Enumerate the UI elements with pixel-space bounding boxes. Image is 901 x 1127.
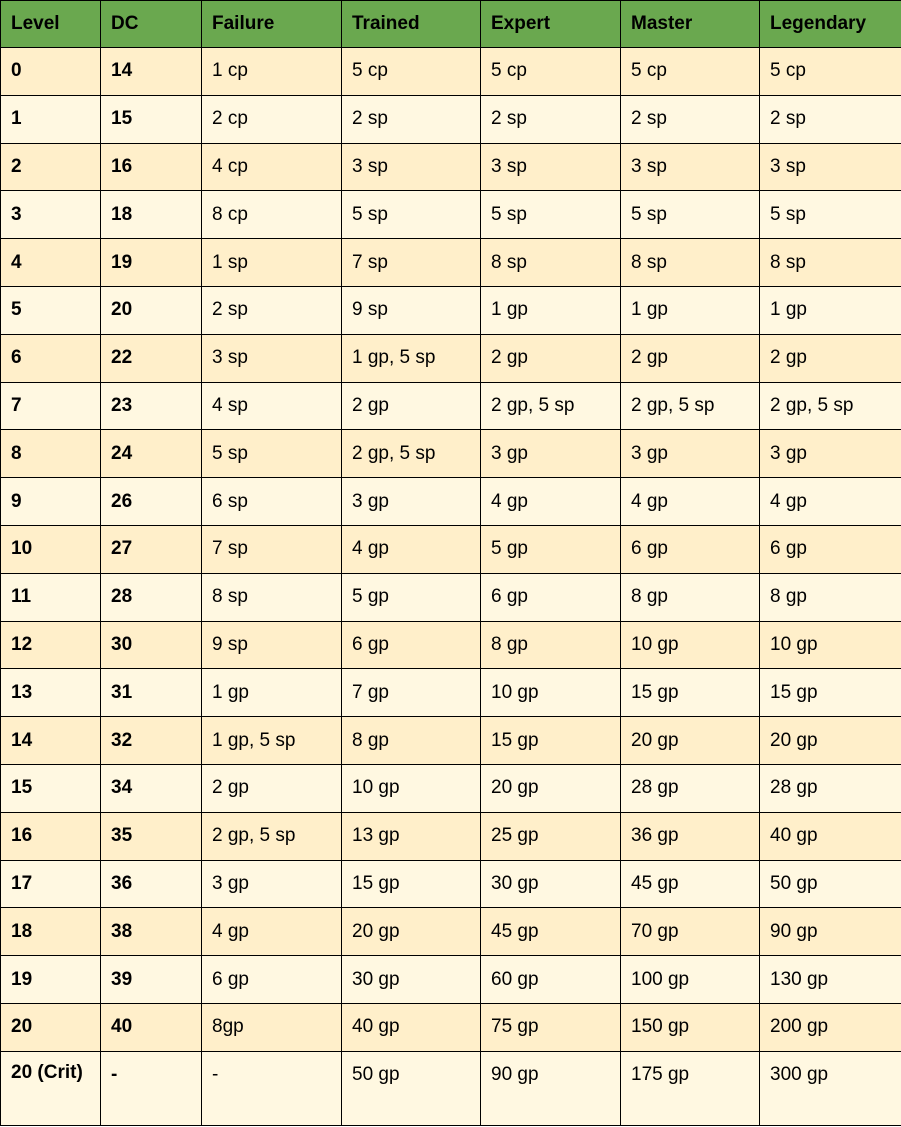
dc-cell: 27 [101, 525, 202, 573]
header-master: Master [621, 1, 760, 48]
failure-cell: 5 sp [202, 430, 342, 478]
level-cell: 13 [1, 669, 101, 717]
table-row [1, 717, 901, 765]
dc-cell: 28 [101, 573, 202, 621]
header-dc: DC [101, 1, 202, 48]
legendary-cell: 20 gp [760, 717, 901, 765]
dc-cell: 40 [101, 1003, 202, 1051]
level-cell: 8 [1, 430, 101, 478]
expert-cell: 45 gp [481, 908, 621, 956]
table-row [1, 908, 901, 956]
master-cell: 5 sp [621, 191, 760, 239]
failure-cell: 7 sp [202, 525, 342, 573]
expert-cell: 15 gp [481, 717, 621, 765]
trained-cell: 7 gp [342, 669, 481, 717]
master-cell: 2 gp [621, 334, 760, 382]
table-row [1, 143, 901, 191]
failure-cell: 9 sp [202, 621, 342, 669]
expert-cell: 1 gp [481, 286, 621, 334]
level-cell: 12 [1, 621, 101, 669]
legendary-cell: 28 gp [760, 764, 901, 812]
table-row [1, 956, 901, 1004]
dc-cell: - [101, 1051, 202, 1125]
level-cell: 2 [1, 143, 101, 191]
header-failure: Failure [202, 1, 342, 48]
expert-cell: 10 gp [481, 669, 621, 717]
expert-cell: 4 gp [481, 478, 621, 526]
header-trained: Trained [342, 1, 481, 48]
expert-cell: 2 gp, 5 sp [481, 382, 621, 430]
trained-cell: 5 cp [342, 48, 481, 96]
dc-cell: 24 [101, 430, 202, 478]
table-row [1, 621, 901, 669]
legendary-cell: 5 sp [760, 191, 901, 239]
dc-cell: 15 [101, 95, 202, 143]
failure-cell: 6 sp [202, 478, 342, 526]
level-cell: 19 [1, 956, 101, 1004]
level-cell: 6 [1, 334, 101, 382]
trained-cell: 20 gp [342, 908, 481, 956]
failure-cell: 3 gp [202, 860, 342, 908]
trained-cell: 30 gp [342, 956, 481, 1004]
level-cell: 20 (Crit) [1, 1051, 101, 1125]
legendary-cell: 300 gp [760, 1051, 901, 1125]
table-row [1, 95, 901, 143]
expert-cell: 8 gp [481, 621, 621, 669]
master-cell: 28 gp [621, 764, 760, 812]
level-cell: 14 [1, 717, 101, 765]
trained-cell: 5 gp [342, 573, 481, 621]
header-expert: Expert [481, 1, 621, 48]
failure-cell: 4 cp [202, 143, 342, 191]
expert-cell: 20 gp [481, 764, 621, 812]
trained-cell: 40 gp [342, 1003, 481, 1051]
trained-cell: 2 gp, 5 sp [342, 430, 481, 478]
master-cell: 175 gp [621, 1051, 760, 1125]
dc-cell: 14 [101, 48, 202, 96]
table-row [1, 191, 901, 239]
table-row [1, 764, 901, 812]
failure-cell: 2 gp, 5 sp [202, 812, 342, 860]
legendary-cell: 1 gp [760, 286, 901, 334]
master-cell: 3 gp [621, 430, 760, 478]
dc-cell: 26 [101, 478, 202, 526]
master-cell: 6 gp [621, 525, 760, 573]
legendary-cell: 15 gp [760, 669, 901, 717]
trained-cell: 1 gp, 5 sp [342, 334, 481, 382]
trained-cell: 3 gp [342, 478, 481, 526]
trained-cell: 4 gp [342, 525, 481, 573]
level-cell: 0 [1, 48, 101, 96]
expert-cell: 5 cp [481, 48, 621, 96]
table-row [1, 239, 901, 287]
expert-cell: 3 sp [481, 143, 621, 191]
legendary-cell: 50 gp [760, 860, 901, 908]
table-row [1, 334, 901, 382]
legendary-cell: 8 sp [760, 239, 901, 287]
level-cell: 1 [1, 95, 101, 143]
dc-cell: 32 [101, 717, 202, 765]
trained-cell: 7 sp [342, 239, 481, 287]
dc-cell: 18 [101, 191, 202, 239]
master-cell: 36 gp [621, 812, 760, 860]
trained-cell: 3 sp [342, 143, 481, 191]
failure-cell: 3 sp [202, 334, 342, 382]
dc-cell: 30 [101, 621, 202, 669]
level-cell: 9 [1, 478, 101, 526]
legendary-cell: 5 cp [760, 48, 901, 96]
table-row [1, 286, 901, 334]
expert-cell: 30 gp [481, 860, 621, 908]
failure-cell: 2 sp [202, 286, 342, 334]
expert-cell: 8 sp [481, 239, 621, 287]
legendary-cell: 200 gp [760, 1003, 901, 1051]
legendary-cell: 6 gp [760, 525, 901, 573]
master-cell: 150 gp [621, 1003, 760, 1051]
trained-cell: 15 gp [342, 860, 481, 908]
master-cell: 100 gp [621, 956, 760, 1004]
table-row [1, 669, 901, 717]
table-row [1, 525, 901, 573]
master-cell: 15 gp [621, 669, 760, 717]
table-header [1, 1, 901, 48]
expert-cell: 2 gp [481, 334, 621, 382]
master-cell: 10 gp [621, 621, 760, 669]
table-row [1, 478, 901, 526]
legendary-cell: 8 gp [760, 573, 901, 621]
header-level: Level [1, 1, 101, 48]
dc-cell: 39 [101, 956, 202, 1004]
failure-cell: 6 gp [202, 956, 342, 1004]
table-body [1, 48, 901, 1126]
header-legendary: Legendary [760, 1, 901, 48]
dc-cell: 16 [101, 143, 202, 191]
legendary-cell: 90 gp [760, 908, 901, 956]
failure-cell: 2 gp [202, 764, 342, 812]
legendary-cell: 2 sp [760, 95, 901, 143]
trained-cell: 6 gp [342, 621, 481, 669]
table-row [1, 860, 901, 908]
dc-cell: 34 [101, 764, 202, 812]
master-cell: 5 cp [621, 48, 760, 96]
trained-cell: 8 gp [342, 717, 481, 765]
table-row [1, 48, 901, 96]
master-cell: 3 sp [621, 143, 760, 191]
table-row [1, 573, 901, 621]
failure-cell: 8 sp [202, 573, 342, 621]
expert-cell: 60 gp [481, 956, 621, 1004]
failure-cell: 4 sp [202, 382, 342, 430]
failure-cell: - [202, 1051, 342, 1125]
dc-cell: 20 [101, 286, 202, 334]
failure-cell: 2 cp [202, 95, 342, 143]
master-cell: 2 gp, 5 sp [621, 382, 760, 430]
legendary-cell: 3 sp [760, 143, 901, 191]
table-row [1, 812, 901, 860]
master-cell: 8 gp [621, 573, 760, 621]
dc-cell: 35 [101, 812, 202, 860]
expert-cell: 90 gp [481, 1051, 621, 1125]
failure-cell: 1 sp [202, 239, 342, 287]
header-row [1, 1, 901, 48]
trained-cell: 50 gp [342, 1051, 481, 1125]
failure-cell: 8gp [202, 1003, 342, 1051]
level-cell: 3 [1, 191, 101, 239]
expert-cell: 3 gp [481, 430, 621, 478]
legendary-cell: 4 gp [760, 478, 901, 526]
dc-cell: 31 [101, 669, 202, 717]
level-cell: 16 [1, 812, 101, 860]
master-cell: 8 sp [621, 239, 760, 287]
level-cell: 10 [1, 525, 101, 573]
level-cell: 18 [1, 908, 101, 956]
master-cell: 2 sp [621, 95, 760, 143]
expert-cell: 75 gp [481, 1003, 621, 1051]
failure-cell: 1 cp [202, 48, 342, 96]
trained-cell: 10 gp [342, 764, 481, 812]
master-cell: 45 gp [621, 860, 760, 908]
legendary-cell: 40 gp [760, 812, 901, 860]
table-row [1, 382, 901, 430]
trained-cell: 2 gp [342, 382, 481, 430]
expert-cell: 2 sp [481, 95, 621, 143]
level-cell: 20 [1, 1003, 101, 1051]
legendary-cell: 2 gp [760, 334, 901, 382]
level-cell: 11 [1, 573, 101, 621]
dc-cell: 38 [101, 908, 202, 956]
failure-cell: 1 gp, 5 sp [202, 717, 342, 765]
table-row [1, 1051, 901, 1125]
failure-cell: 4 gp [202, 908, 342, 956]
trained-cell: 2 sp [342, 95, 481, 143]
legendary-cell: 3 gp [760, 430, 901, 478]
trained-cell: 9 sp [342, 286, 481, 334]
dc-cell: 36 [101, 860, 202, 908]
master-cell: 1 gp [621, 286, 760, 334]
dc-cell: 22 [101, 334, 202, 382]
level-cell: 7 [1, 382, 101, 430]
failure-cell: 8 cp [202, 191, 342, 239]
trained-cell: 13 gp [342, 812, 481, 860]
level-cell: 5 [1, 286, 101, 334]
expert-cell: 6 gp [481, 573, 621, 621]
table-row [1, 430, 901, 478]
legendary-cell: 2 gp, 5 sp [760, 382, 901, 430]
level-cell: 17 [1, 860, 101, 908]
level-cell: 4 [1, 239, 101, 287]
expert-cell: 5 gp [481, 525, 621, 573]
table-row [1, 1003, 901, 1051]
expert-cell: 5 sp [481, 191, 621, 239]
legendary-cell: 130 gp [760, 956, 901, 1004]
failure-cell: 1 gp [202, 669, 342, 717]
dc-cell: 23 [101, 382, 202, 430]
master-cell: 4 gp [621, 478, 760, 526]
trained-cell: 5 sp [342, 191, 481, 239]
dc-cell: 19 [101, 239, 202, 287]
expert-cell: 25 gp [481, 812, 621, 860]
master-cell: 20 gp [621, 717, 760, 765]
legendary-cell: 10 gp [760, 621, 901, 669]
level-cell: 15 [1, 764, 101, 812]
master-cell: 70 gp [621, 908, 760, 956]
